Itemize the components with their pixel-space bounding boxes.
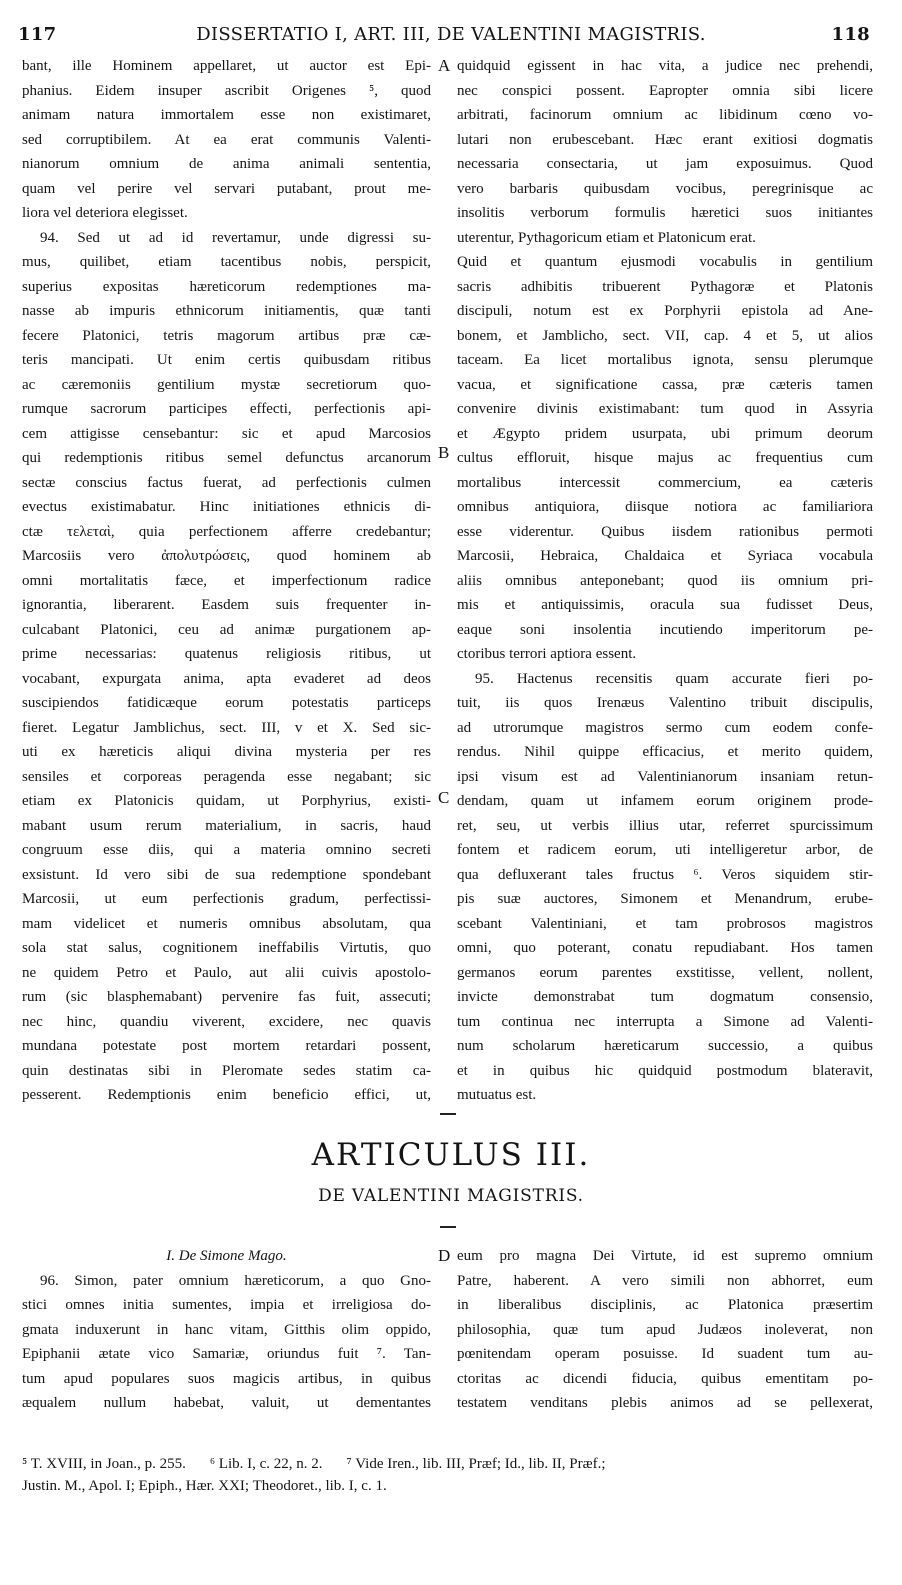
text-line: ne quidem Petro et Paulo, aut alii cuivis apostolo- [22,964,431,981]
text-line: omni mortalitatis fæce, et imperfectionum radice [22,572,431,589]
text-line: ignorantia, liberarent. Easdem suis frequenter in- [22,597,431,613]
text-line: vocabant, expurgata anima, apta evaderet ad deos [22,670,431,687]
text-line: uti ex hæreticis aliqui divina mysteria per res [22,744,431,760]
text-line: animam natura immortalem esse non existimaret, [22,107,431,123]
running-header: DISSERTATIO I, ART. III, DE VALENTINI MAGISTRIS. [196,24,706,45]
text-line: sed corruptibilem. At ea erat communis Valenti- [22,131,431,148]
text-line: bonem, et Jamblicho, sect. VII, cap. 4 et 5, ut alios [457,327,873,344]
text-line: mortalibus intercessit commercium, ea cæteris [457,474,873,491]
text-line: uterentur, Pythagoricum etiam et Platonicum erat. [457,229,756,246]
text-line: sectæ conscius factus fuerat, ad perfectionis culmen [22,474,431,491]
text-line: esse viderentur. Quibus iisdem rationibus permoti [457,523,873,540]
text-line: invicte demonstrabat tum dogmatum consensio, [457,989,873,1005]
footnote-6: ⁶ Lib. I, c. 22, n. 2. [209,1456,323,1472]
text-line: num scholarum hæreticarum successio, a quibus [457,1038,873,1054]
text-line: nec hinc, quandiu viverent, excidere, nec quavis [22,1013,431,1030]
text-line: vacua, et significatione cassa, præ cæteris tamen [457,376,873,393]
text-line: et in quibus hic quidquid postmodum blateravit, [457,1062,873,1079]
section-divider-top [440,1113,456,1115]
page-number-right: 118 [831,24,870,45]
text-line: fecere Platonici, tetris magorum artibus præ cæ- [22,327,431,344]
text-line: Quid et quantum ejusmodi vocabulis in gentilium [457,254,873,270]
margin-letter-b: B [438,443,450,462]
text-line: omni, quo poterant, conatu repudiabant. Hos tamen [457,940,873,956]
text-line: scebant Valentiniani, et tam probrosos magistros [457,915,873,932]
text-line: suscipiendos fatidicæque eorum potestatis particeps [22,695,431,711]
text-line: 96. Simon, pater omnium hæreticorum, a quo Gno- [40,1272,431,1289]
text-line: fontem et radicem eorum, uti intelligeretur arbor, de [457,842,873,858]
text-line: ctoribus terrori aptiora essent. [457,646,637,662]
text-line: 94. Sed ut ad id revertamur, unde digressi su- [40,229,431,246]
text-line: nec conspici possent. Eapropter omnia sibi licere [457,82,873,99]
text-line: liora vel deteriora elegisset. [22,205,188,221]
section-right-column [457,1244,873,1416]
text-line: exsistunt. Id vero sibi de sua redemptione spondebant [22,866,431,883]
text-line: mundana potestate post mortem retardari possent, [22,1038,431,1054]
text-line: culcabant Platonici, ceu ad animæ purgationem ap- [22,621,431,638]
section-left-column [22,1244,431,1416]
text-line: nasse ab impuris ethnicorum initiamentis, quæ tanti [22,303,431,319]
text-line: qui redemptionis ritibus semel defunctus arcanorum [22,450,431,466]
text-line: vero barbaris quibusdam vocibus, peregrinisque ac [457,180,873,197]
text-line: rumque sacrorum participes effecti, perfectionis api- [22,401,431,417]
article-subtitle: DE VALENTINI MAGISTRIS. [318,1186,584,1206]
text-line: convenire divinis existimabant: tum quod in Assyria [457,401,873,417]
text-line: dendam, quam ut infamem eorum originem prode- [457,793,873,809]
text-line: superius expositas hæreticorum redemptiones ma- [22,278,431,295]
text-line: et Ægypto pridem usurpata, ubi primum deorum [457,425,873,442]
left-column [22,54,431,1108]
text-line: ctæ τελεταὶ, quia perfectionem afferre credebantur; [22,523,431,540]
text-line: rum (sic blasphemabant) pervenire fas fuit, assecuti; [22,989,431,1005]
text-line: nianorum omnium de anima animali sententia, [22,156,431,172]
text-line: stici omnes initia sumentes, impia et irreligiosa do- [22,1297,431,1313]
text-line: philosophia, quæ tum apud Judæos inoleverat, non [457,1321,873,1338]
text-line: evectus existimabatur. Hinc initiationes ethnicis di- [22,499,431,515]
text-line: Marcosiis vero ἀπολυτρώσεις, quod hominem ab [22,548,431,564]
margin-letter-d: D [438,1246,451,1265]
text-line: taceam. Ea licet mortalibus ignota, sensu plerumque [457,352,873,368]
text-line: testatem venditans plebis animos ad se pellexerat, [457,1395,873,1411]
text-line: tuit, iis quos Irenæus Valentino tribuit discipulis, [457,695,873,711]
text-line: congruum esse diis, qui a materia omnino secreti [22,842,431,858]
text-line: pis suæ auctores, Simonem et Menandrum, erube- [457,891,873,907]
text-line: teris mancipati. Ut enim certis quibusdam ritibus [22,352,431,368]
text-line: etiam ex Platonicis quidam, ut Porphyrius, existi- [22,793,431,809]
text-line: mabant usum rerum materialium, in sacris, haud [22,817,431,834]
text-line: fieret. Legatur Jamblichus, sect. III, v et X. Sed sic- [22,719,431,736]
text-line: necessaria consectaria, ut jam exposuimus. Quod [457,156,873,172]
text-line: discipuli, notum est ex Porphyrii epistola ad Ane- [457,303,873,319]
text-line: germanos eorum parentes exstitisse, vellent, nollent, [457,964,873,981]
text-line: æqualem nullum habebat, valuit, ut dementantes [22,1395,431,1411]
text-line: Marcosii, ut eum perfectionis gradum, perfectissi- [22,891,431,907]
text-line: cem attigisse censebantur: sic et apud Marcosios [22,425,431,442]
text-line: ad utrorumque magistros sermo cum eodem confe- [457,719,873,736]
text-line: prime necessarias: quatenus religiosis ritibus, ut [22,646,431,662]
article-title: ARTICULUS III. [311,1137,591,1173]
text-line: eum pro magna Dei Virtute, id est supremo omnium [457,1248,873,1264]
text-line: ctoritas ac dicendi fiducia, quibus ementitam po- [457,1370,873,1387]
text-line: cultus effloruit, hisque majus ac frequentius cum [457,450,873,466]
text-line: gmata induxerunt in hanc vitam, Gitthis olim oppido, [22,1321,431,1338]
text-line: quam vel perire vel servari putabant, prout me- [22,180,431,197]
text-line: mutuatus est. [457,1087,537,1103]
page-number-left: 117 [18,24,57,45]
right-column [457,54,873,1108]
text-line: sensiles et corporeas peragenda esse negabant; sic [22,768,431,785]
footnotes [22,1453,873,1497]
text-line: rendus. Nihil quippe efficacius, et merito quidem, [457,744,873,760]
text-line: aliis omnibus anteponebant; quod iis omnium pri- [457,572,873,589]
section-heading: I. De Simone Mago. [166,1248,287,1264]
text-line: sacris adhibitis tribuerent Pythagoræ et Platonis [457,278,873,295]
text-line: mus, quilibet, etiam tacentibus nobis, perspicit, [22,254,431,270]
margin-letter-a: A [438,56,451,75]
text-line: Patre, haberent. A vero simili non abhorret, eum [457,1272,873,1289]
text-line: Marcosii, Hebraica, Chaldaica et Syriaca vocabula [457,548,873,564]
margin-letter-c: C [438,788,450,807]
text-line: arbitrati, facinorum omnium ac libidinum cœno vo- [457,107,873,123]
text-line: tum apud populares suos magicis artibus, in quibus [22,1370,431,1387]
text-line: eaque soni insolentia incutiendo imperitorum pe- [457,621,873,638]
text-line: bant, ille Hominem appellaret, ut auctor est Epi- [22,58,431,74]
footnote-7: ⁷ Vide Iren., lib. III, Præf; Id., lib. II, Præf.; [346,1456,606,1472]
text-line: pesserent. Redemptionis enim beneficio effici, ut, [22,1087,431,1103]
text-line: tum continua nec interrupta a Simone ad Valenti- [457,1013,873,1030]
text-line: ipsi visum est ad Valentinianorum insaniam retun- [457,768,873,785]
text-line: ac cæremoniis gentilium mystæ secretiorum quo- [22,376,431,393]
section-divider-bottom [440,1226,456,1228]
text-line: lutari non erubescebant. Hæc erant exitiosi dogmatis [457,131,873,148]
text-line: quidquid egissent in hac vita, a judice nec prehendi, [457,58,873,74]
text-line: mis et antiquissimis, oracula sua fudisset Deus, [457,597,873,613]
footnote-7-continued: Justin. M., Apol. I; Epiph., Hær. XXI; Theodoret., lib. I, c. 1. [22,1478,387,1494]
text-line: insolitis verborum formulis hæretici suos initiantes [457,205,873,221]
text-line: omnibus antiquiora, diisque notiora ac familiariora [457,499,873,515]
text-line: ret, seu, ut verbis illius utar, referret spurcissimum [457,817,873,834]
text-line: qua defluxerant tales fructus ⁶. Veros siquidem stir- [457,866,873,883]
text-line: sola stat salus, cognitionem ineffabilis Virtutis, quo [22,940,431,956]
footnote-5: ⁵ T. XVIII, in Joan., p. 255. [22,1456,186,1472]
text-line: mam videlicet et numeris omnibus absolutam, qua [22,915,431,932]
text-line: quin destinatas sibi in Pleromate sedes statim ca- [22,1062,431,1079]
text-line: in liberalibus disciplinis, ac Platonica præsertim [457,1297,873,1313]
text-line: phanius. Eidem insuper ascribit Origenes ⁵, quod [22,82,431,99]
text-line: 95. Hactenus recensitis quam accurate fieri po- [475,670,873,687]
text-line: pœnitendam operam posuisse. Id suadent tum au- [457,1346,873,1362]
text-line: Epiphanii ætate vico Samariæ, oriundus fuit ⁷. Tan- [22,1346,431,1362]
